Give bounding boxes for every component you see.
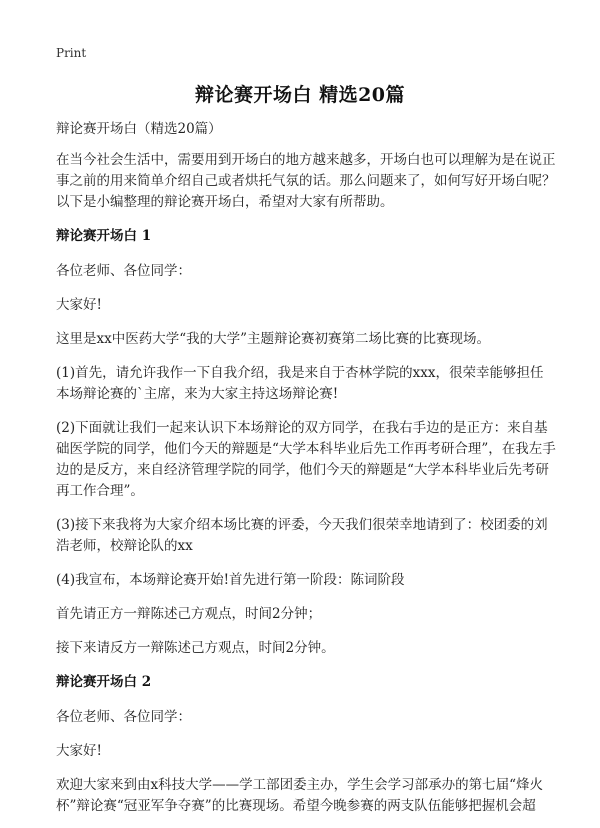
section1-paragraph-7: (4)我宣布，本场辩论赛开始!首先进行第一阶段：陈词阶段 <box>56 572 405 588</box>
print-label: Print <box>56 46 87 60</box>
section2-paragraph-2: 大家好! <box>56 743 102 759</box>
section1-paragraph-5: (2)下面就让我们一起来认识下本场辩论的双方同学，在我右手边的是正方：来自基础医学院的同学，他们今天的辩题是“大学本科毕业后先工作再考研合理”，在我左手边的是反方，来自经济管理学院的同学，他们今天的辩题是“大学本科毕业后先考研再工作合理”。 <box>56 420 556 499</box>
section1-paragraph-2: 大家好! <box>56 297 102 313</box>
article-body <box>56 119 556 828</box>
section-heading-2: 辩论赛开场白 2 <box>56 674 152 690</box>
section-heading-1: 辩论赛开场白 1 <box>56 228 152 244</box>
section1-paragraph-8: 首先请正方一辩陈述己方观点，时间2分钟； <box>56 606 322 622</box>
section1-paragraph-3: 这里是xx中医药大学“我的大学”主题辩论赛初赛第二场比赛的比赛现场。 <box>56 331 491 347</box>
section2-paragraph-1: 各位老师、各位同学： <box>56 709 191 725</box>
page-title: 辩论赛开场白 精选20篇 <box>194 84 406 106</box>
section1-paragraph-1: 各位老师、各位同学： <box>56 263 191 279</box>
section2-paragraph-3: 欢迎大家来到由x科技大学——学工部团委主办，学生会学习部承办的第七届“烽火杯”辩论赛“冠亚军争夺赛”的比赛现场。希望今晚参赛的两支队伍能够把握机会超 <box>56 777 544 814</box>
section1-paragraph-9: 接下来请反方一辩陈述己方观点，时间2分钟。 <box>56 640 335 656</box>
section1-paragraph-6: (3)接下来我将为大家介绍本场比赛的评委，今天我们很荣幸地请到了：校团委的刘浩老师，校辩论队的xx <box>56 517 548 554</box>
section1-paragraph-4: (1)首先，请允许我作一下自我介绍，我是来自于杏林学院的xxx，很荣幸能够担任本场辩论赛的`主席，来为大家主持这场辩论赛! <box>56 365 544 402</box>
article-subtitle: 辩论赛开场白（精选20篇） <box>56 121 222 137</box>
intro-paragraph: 在当今社会生活中，需要用到开场白的地方越来越多，开场白也可以理解为是在说正事之前的用来简单介绍自己或者烘托气氛的话。那么问题来了，如何写好开场白呢？以下是小编整理的辩论赛开场白，希望对大家有所帮助。 <box>56 152 556 210</box>
